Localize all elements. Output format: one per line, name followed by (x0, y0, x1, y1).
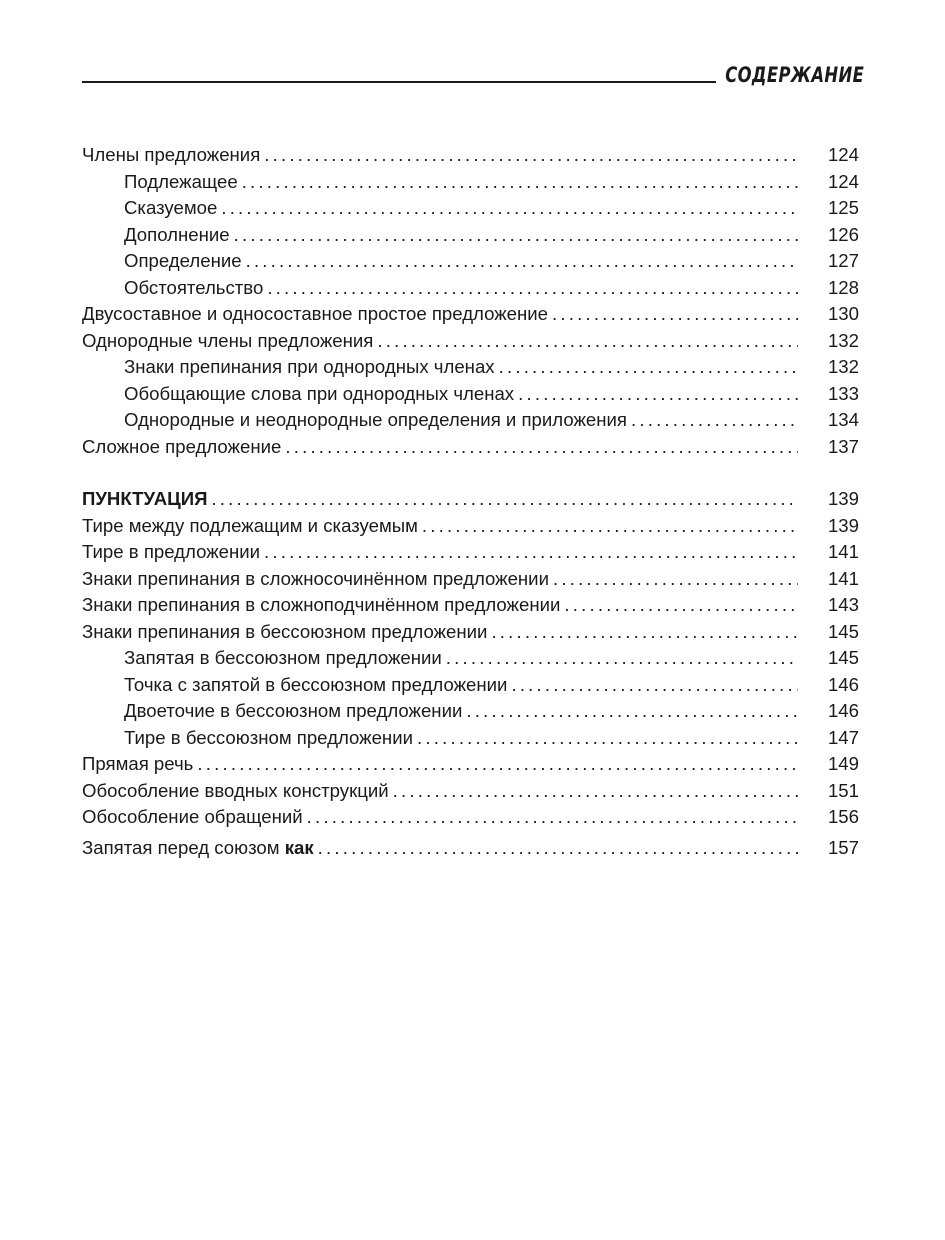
toc-title (124, 645, 446, 672)
toc-entry-text (82, 804, 798, 831)
toc-title-text: Знаки препинания в сложносочинённом предложении (82, 567, 549, 589)
dot-leader (318, 835, 798, 862)
dot-leader (267, 275, 798, 302)
toc-entry-text (82, 486, 798, 513)
toc-page-number: 124 (827, 170, 859, 192)
toc-title-text: Двоеточие в бессоюзном предложении (124, 700, 463, 721)
dot-leader (511, 672, 798, 699)
toc-entry-text (124, 698, 798, 725)
toc-entry-text (82, 434, 798, 461)
toc-entry (82, 592, 859, 619)
toc-subentry (82, 698, 859, 725)
toc-entry-text (124, 672, 798, 699)
toc-page-number: 139 (827, 488, 859, 509)
toc-subentry (82, 725, 859, 752)
toc-entry (82, 513, 859, 540)
toc-title-text: Определение (124, 250, 242, 271)
toc-title-text: Дополнение (124, 223, 230, 245)
toc-entry-text (82, 539, 798, 566)
toc-title (82, 486, 211, 513)
toc-entry-text (82, 328, 798, 355)
toc-title (82, 566, 553, 593)
toc-title-text: Знаки препинания в бессоюзном предложении (82, 620, 488, 642)
dot-leader (221, 195, 798, 222)
dot-leader (552, 301, 798, 328)
toc-title (82, 592, 564, 619)
toc-entry (82, 301, 859, 328)
toc-title (82, 301, 552, 328)
toc-page-number: 127 (827, 250, 859, 271)
dot-leader (377, 328, 798, 355)
toc-entry (82, 619, 859, 646)
toc-entry (82, 566, 859, 593)
toc-title-text: Двусоставное и односоставное простое предложение (82, 303, 549, 324)
toc-entry (82, 778, 859, 805)
toc-title-text: Обобщающие слова при однородных членах (124, 382, 515, 404)
toc-entry-text (124, 354, 798, 381)
toc-page-number: 137 (827, 435, 859, 457)
toc-subentry (82, 645, 859, 672)
toc-title-keyword: как (284, 836, 314, 858)
header-rule (82, 81, 716, 83)
toc-page-number: 126 (827, 223, 859, 245)
toc-entry-text (124, 407, 798, 434)
dot-leader (422, 513, 798, 540)
toc-entry-text (124, 169, 798, 196)
toc-page-number: 146 (827, 673, 859, 695)
toc-page-number: 151 (827, 779, 859, 801)
toc-page-number: 156 (827, 806, 859, 827)
dot-leader (264, 142, 798, 169)
dot-leader (393, 778, 798, 805)
toc-page-number: 145 (827, 647, 859, 668)
dot-leader (242, 169, 798, 196)
toc-title-text: Запятая в бессоюзном предложении (124, 647, 442, 668)
toc-title-text: Обособление вводных конструкций (82, 779, 389, 801)
toc-title-text: Запятая перед союзом (82, 836, 280, 858)
toc-title-text: Знаки препинания в сложноподчинённом предложении (82, 594, 561, 615)
toc-entry-text (124, 248, 798, 275)
toc-title (124, 169, 242, 196)
toc-page-number: 141 (827, 567, 859, 589)
table-of-contents (82, 142, 859, 861)
dot-leader (211, 486, 798, 513)
toc-entry (82, 486, 859, 513)
toc-title-text: Обстоятельство (124, 276, 264, 298)
toc-title-text: Прямая речь (82, 753, 194, 774)
toc-title (124, 672, 511, 699)
toc-title (124, 698, 466, 725)
toc-title (82, 434, 285, 461)
dot-leader (307, 804, 798, 831)
toc-subentry (82, 248, 859, 275)
toc-subentry (82, 169, 859, 196)
toc-page-number: 157 (827, 836, 859, 858)
toc-page-number: 132 (827, 356, 859, 377)
toc-title-text: Однородные и неоднородные определения и приложения (124, 409, 627, 430)
dot-leader (246, 248, 798, 275)
toc-subentry (82, 672, 859, 699)
toc-title-text: Тире между подлежащим и сказуемым (82, 514, 418, 536)
toc-title-text: Знаки препинания при однородных членах (124, 356, 495, 377)
toc-title (124, 381, 518, 408)
dot-leader (285, 434, 798, 461)
toc-page-number: 125 (827, 197, 859, 218)
toc-title (82, 778, 393, 805)
toc-title-text: Подлежащее (124, 170, 238, 192)
dot-leader (491, 619, 798, 646)
toc-subentry (82, 407, 859, 434)
toc-title-text: Сложное предложение (82, 435, 282, 457)
dot-leader (553, 566, 798, 593)
toc-entry-text (82, 592, 798, 619)
toc-title (82, 619, 491, 646)
toc-title (124, 275, 267, 302)
toc-entry-text (124, 275, 798, 302)
toc-title (124, 222, 234, 249)
toc-title-text: Обособление обращений (82, 806, 303, 827)
toc-title (82, 804, 307, 831)
toc-entry-text (124, 222, 798, 249)
toc-entry (82, 804, 859, 831)
dot-leader (264, 539, 798, 566)
toc-page-number: 139 (827, 514, 859, 536)
toc-entry (82, 142, 859, 169)
toc-page-number: 147 (827, 726, 859, 748)
toc-title (124, 407, 631, 434)
toc-page-number: 134 (827, 409, 859, 430)
toc-title (82, 751, 197, 778)
toc-title-text: Тире в предложении (82, 541, 261, 562)
toc-title (82, 513, 422, 540)
toc-entry (82, 539, 859, 566)
toc-page-number: 132 (827, 329, 859, 351)
toc-page-number: 130 (827, 303, 859, 324)
toc-page-number: 146 (827, 700, 859, 721)
dot-leader (197, 751, 798, 778)
toc-entry-text (82, 301, 798, 328)
toc-entry-text (82, 142, 798, 169)
dot-leader (499, 354, 798, 381)
header-title: СОДЕРЖАНИЕ (725, 63, 864, 87)
toc-page-number: 128 (827, 276, 859, 298)
page-header (82, 60, 864, 90)
toc-subentry (82, 275, 859, 302)
toc-title (82, 142, 264, 169)
toc-page-number: 133 (827, 382, 859, 404)
toc-entry (82, 751, 859, 778)
toc-subentry (82, 381, 859, 408)
toc-page-number: 124 (827, 144, 859, 165)
toc-title-text: ПУНКТУАЦИЯ (82, 488, 208, 509)
dot-leader (446, 645, 798, 672)
toc-subentry (82, 222, 859, 249)
toc-title-text: Сказуемое (124, 197, 218, 218)
toc-entry-text (82, 751, 798, 778)
toc-subentry (82, 195, 859, 222)
dot-leader (234, 222, 798, 249)
toc-entry-text (82, 835, 798, 862)
toc-entry-text (82, 778, 798, 805)
toc-entry-text (82, 619, 798, 646)
toc-page-number: 143 (827, 594, 859, 615)
toc-title (124, 195, 221, 222)
toc-entry (82, 434, 859, 461)
toc-title (124, 725, 417, 752)
dot-leader (417, 725, 798, 752)
toc-title-text: Тире в бессоюзном предложении (124, 726, 413, 748)
toc-entry (82, 328, 859, 355)
dot-leader (518, 381, 798, 408)
dot-leader (631, 407, 798, 434)
toc-title-text: Члены предложения (82, 144, 261, 165)
toc-title (82, 835, 318, 862)
toc-entry-text (82, 513, 798, 540)
toc-entry-text (124, 195, 798, 222)
toc-page-number: 141 (827, 541, 859, 562)
toc-title-text: Однородные члены предложения (82, 329, 374, 351)
toc-title (124, 248, 246, 275)
toc-title-text: Точка с запятой в бессоюзном предложении (124, 673, 508, 695)
toc-entry-text (124, 725, 798, 752)
toc-entry (82, 835, 859, 862)
toc-page-number: 145 (827, 620, 859, 642)
toc-entry-text (124, 381, 798, 408)
toc-subentry (82, 354, 859, 381)
toc-title (82, 328, 377, 355)
toc-entry-text (124, 645, 798, 672)
toc-entry-text (82, 566, 798, 593)
toc-page-number: 149 (827, 753, 859, 774)
dot-leader (466, 698, 798, 725)
toc-title (124, 354, 499, 381)
dot-leader (564, 592, 798, 619)
toc-title (82, 539, 264, 566)
